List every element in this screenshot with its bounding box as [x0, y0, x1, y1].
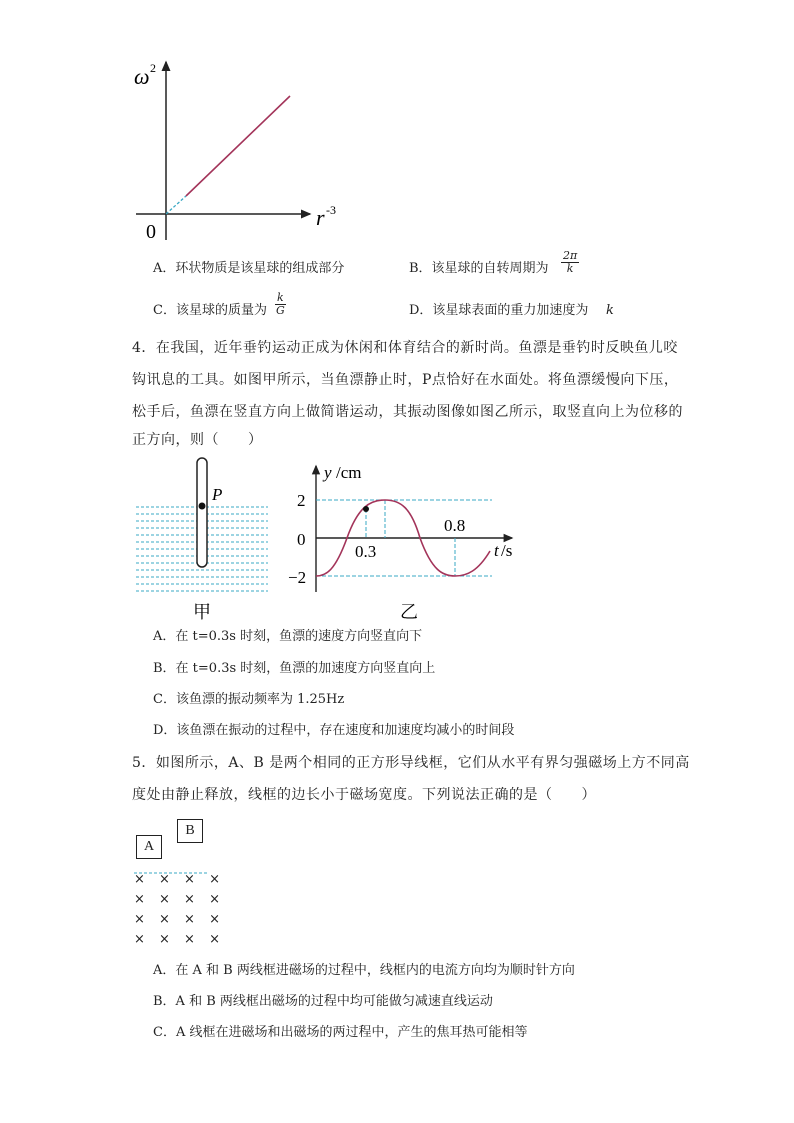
tick-label-0: 0 — [297, 530, 306, 549]
field-row-2: × × × × — [134, 892, 225, 907]
q4-line-3: 松手后，鱼漂在竖直方向上做简谐运动，其振动图像如图乙所示，取竖直向上为位移的 — [132, 404, 683, 420]
tick-label-2: 2 — [297, 491, 306, 510]
x-axis-label: r — [316, 205, 325, 230]
q3-option-c: C．该星球的质量为 — [153, 303, 267, 318]
q4-option-d: D．该鱼漂在振动的过程中，存在速度和加速度均减小的时间段 — [153, 723, 515, 738]
q3-option-a: A．环状物质是该星球的组成部分 — [153, 261, 345, 276]
figure-jia-caption: 甲 — [193, 602, 211, 622]
q4-line-2: 钩讯息的工具。如图甲所示，当鱼漂静止时，P点恰好在水面处。将鱼漂缓慢向下压， — [132, 372, 679, 388]
q4-option-b: B．在 t=0.3s 时刻，鱼漂的加速度方向竖直向上 — [153, 661, 436, 676]
fraction-numerator: k — [277, 291, 284, 304]
q5-option-b: B．A 和 B 两线框出磁场的过程中均可能做匀减速直线运动 — [153, 994, 493, 1009]
y-axis-label-sup: 2 — [150, 61, 156, 75]
q5-option-c: C．A 线框在进磁场和出磁场的两过程中，产生的焦耳热可能相等 — [153, 1025, 528, 1040]
frame-a: A — [136, 835, 162, 859]
q5-option-a: A．在 A 和 B 两线框进磁场的过程中，线框内的电流方向均为顺时针方向 — [153, 963, 575, 978]
q3-option-b: B．该星球的自转周期为 — [409, 261, 549, 276]
t-axis-label: t — [494, 541, 499, 560]
figure-yi-caption: 乙 — [400, 602, 418, 622]
y-axis-label: ω — [134, 64, 150, 89]
frame-b: B — [177, 819, 203, 843]
tick-label-0.3: 0.3 — [355, 542, 377, 561]
q4-line-1: 4．在我国，近年垂钓运动正成为休闲和体育结合的新时尚。鱼漂是垂钓时反映鱼儿咬 — [132, 340, 678, 356]
x-axis-label-sup: -3 — [326, 203, 336, 217]
q5-line-2: 度处由静止释放，线框的边长小于磁场宽度。下列说法正确的是（ ） — [132, 787, 596, 803]
q4-line-4: 正方向，则（ ） — [132, 432, 263, 448]
field-row-1: × × × × — [134, 872, 225, 887]
field-row-3: × × × × — [134, 912, 225, 927]
y-axis-label: y — [324, 463, 332, 482]
t-axis-unit: /s — [501, 541, 513, 560]
q3-option-d: D．该星球表面的重力加速度为 — [409, 303, 589, 318]
q3-option-d-variable: k — [606, 303, 614, 318]
y-axis-unit: /cm — [336, 463, 362, 482]
q5-line-1: 5．如图所示，A、B 是两个相同的正方形导线框，它们从水平有界匀强磁场上方不同高 — [132, 755, 690, 771]
q4-option-c: C．该鱼漂的振动频率为 1.25Hz — [153, 692, 345, 707]
field-row-4: × × × × — [134, 932, 225, 947]
point-p-label: P — [212, 485, 223, 504]
tick-label-0.8: 0.8 — [444, 516, 466, 535]
tick-label-neg2: −2 — [288, 568, 307, 587]
q4-option-a: A．在 t=0.3s 时刻，鱼漂的速度方向竖直向下 — [153, 629, 423, 644]
fraction-numerator: 2π — [563, 249, 578, 262]
fraction-denominator: G — [275, 304, 285, 317]
fraction-denominator: k — [566, 262, 574, 275]
origin-label: 0 — [146, 221, 156, 243]
